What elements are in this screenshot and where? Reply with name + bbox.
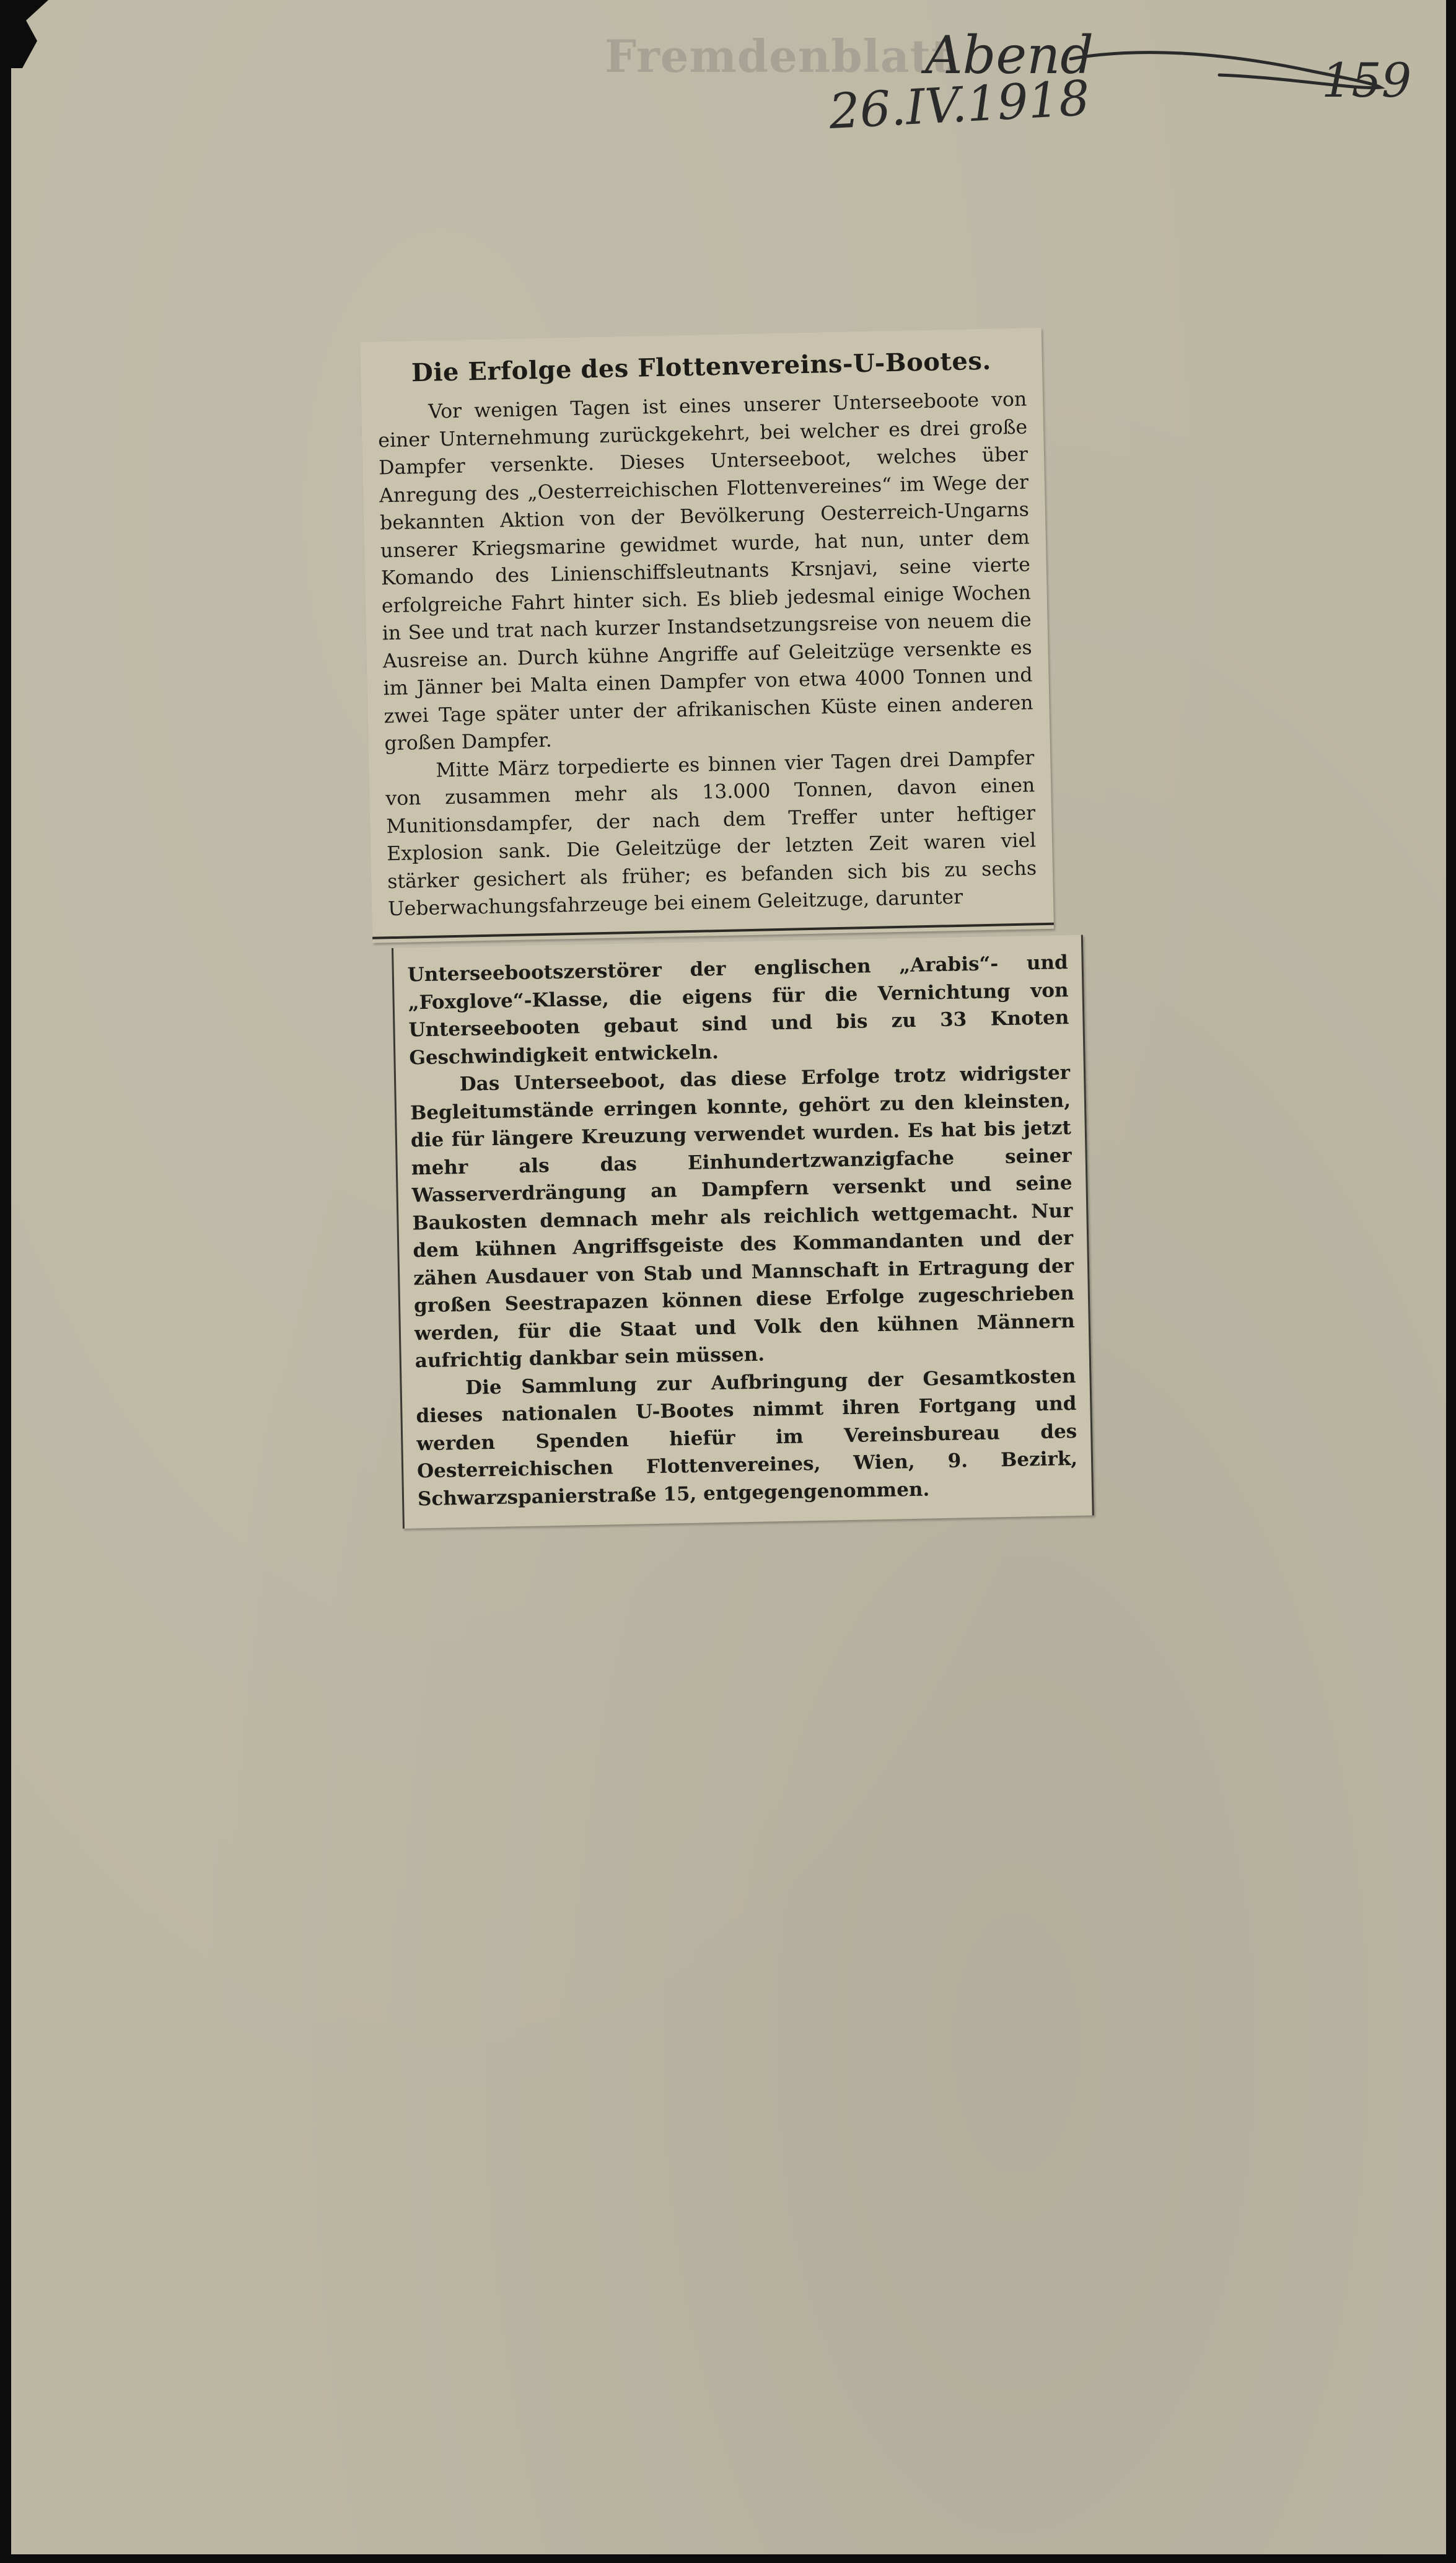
clipping-column-2: [392, 935, 1094, 1529]
clipping-column-1: [360, 328, 1054, 943]
newspaper-stamp: Fremdenblatt: [605, 30, 953, 82]
article-paragraph: Vor wenigen Tagen ist eines unserer Unterseeboote von einer Unternehmung zurückgekehrt, bei welcher es drei große Dampfer versenkte. Dieses Unterseeboot, welches über Anregung des „Oesterreichischen Flottenvereines“ im Wege der bekannten Aktion von der Bevölkerung Oesterreich-Ungarns unserer Kriegsmarine gewidmet wurde, hat nun, unter dem Komando des Linienschiffsleutnants Krsnjavi, seine vierte erfolgreiche Fahrt hinter sich. Es blieb jedesmal einige Wochen in See und trat nach kurzer Instandsetzungsreise von neuem die Ausreise an. Durch kühne Angriffe auf Geleitzüge versenkte es im Jänner bei Malta einen Dampfer von etwa 4000 Tonnen und zwei Tage später unter der afrikanischen Küste einen anderen großen Dampfer.: [377, 388, 1033, 755]
archive-sheet: [11, 0, 1446, 2554]
handwritten-edition: Abend: [925, 25, 1094, 86]
article-paragraph: Das Unterseeboot, das diese Erfolge trotz widrigster Begleitumstände erringen konnte, gehört zu den kleinsten, die für längere Kreuzung verwendet wurden. Es hat bis jetzt mehr als das Einhundertzwanzigfache seiner Wasserverdrängung an Dampfern versenkt und seine Baukosten demnach mehr als reichlich wettgemacht. Nur dem kühnen Angriffsgeiste des Kommandanten und der zähen Ausdauer von Stab und Mannschaft in Ertragung der großen Seestrapazen können diese Erfolge zugeschrieben werden, für die Staat und Volk den kühnen Männern aufrichtig dankbar sein müssen.: [410, 1062, 1076, 1373]
article-headline: Die Erfolge des Flottenvereins-U-Bootes.: [411, 346, 992, 388]
folio-number: 159: [1322, 53, 1412, 108]
torn-corner: [11, 0, 48, 68]
article-paragraph: Unterseebootszerstörer der englischen „Arabis“- und „Foxglove“-Klasse, die eigens für die Vernichtung von Unterseebooten gebaut sind und bis zu 33 Knoten Geschwindigkeit entwickeln.: [407, 951, 1069, 1069]
article-paragraph: Die Sammlung zur Aufbringung der Gesamtkosten dieses nationalen U-Bootes nimmt ihren Fortgang und werden Spenden hiefür im Vereinsbureau des Oesterreichischen Flottenvereines, Wien, 9. Bezirk, Schwarzspanierstraße 15, entgegengenommen.: [416, 1365, 1078, 1510]
handwritten-date: 26.IV.1918: [827, 71, 1091, 140]
article-paragraph: Mitte März torpedierte es binnen vier Tagen drei Dampfer von zusammen mehr als 13.000 Tonnen, davon einen Munitionsdampfer, der nach dem Treffer unter heftiger Explosion sank. Die Geleitzüge der letzten Zeit waren viel stärker gesichert als früher; es befanden sich bis zu sechs Ueberwachungsfahrzeuge bei einem Geleitzuge, darunter: [385, 746, 1037, 921]
